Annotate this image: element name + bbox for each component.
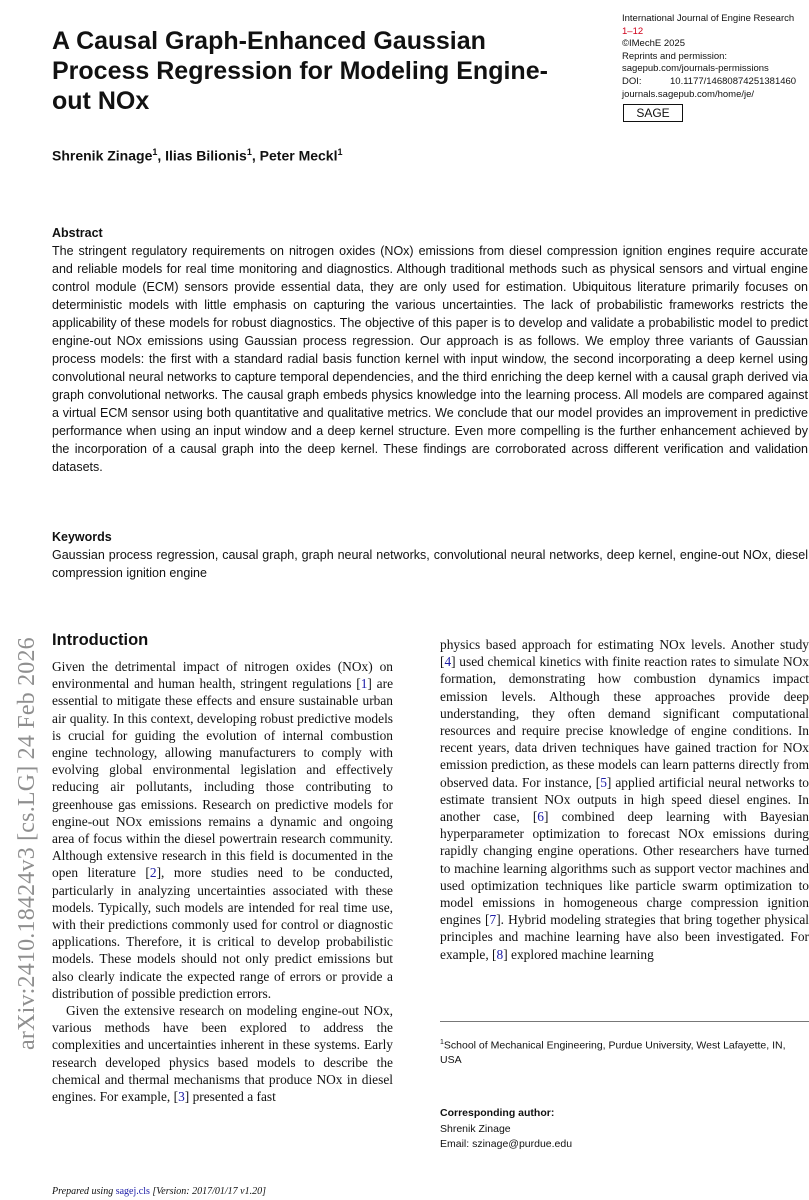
body-text: ] combined deep learning with Bayesian hyperparameter optimization to forecast NOx emissions during rapidly changing engine operations. Other researchers have turned to machine learning algorithms such as support vector machines and used optimization techniques like particle swarm optimization to model emissions in homogeneous charge compression ignition engines [	[440, 809, 809, 928]
footnote-marker: 1	[440, 1039, 444, 1046]
citation-link[interactable]: 6	[537, 809, 544, 825]
footer-prefix: Prepared using	[52, 1186, 116, 1197]
introduction-heading: Introduction	[52, 631, 149, 649]
body-text: ] are essential to mitigate these effects and ensure sustainable urban air quality. In this context, developing robust predictive models is crucial for guiding the evolution of internal combustion engine technology, allowing manufacturers to comply with evolving global environmental legislation and effectively reducing air pollutants, including those contributing to greenhouse gas emissions. Research on predictive models for engine-out NOx emissions remains a dynamic and ongoing area of focus within the diesel powertrain research community. Although extensive research in this field is documented in the open literature [	[52, 676, 394, 881]
author-name: Ilias Bilionis	[165, 147, 247, 164]
author-name: Shrenik Zinage	[52, 147, 153, 164]
affiliation-footnote	[440, 1036, 809, 1068]
abstract-text: The stringent regulatory requirements on nitrogen oxides (NOx) emissions from diesel compression ignition engines require accurate and reliable models for real time monitoring and diagnostics. Although traditional methods such as physical sensors and virtual engine control module (ECM) sensors provide essential data, they are only used for estimation. Ubiquitous literature primarily focuses on deterministic models with little emphasis on capturing the various uncertainties. The lack of probabilistic frameworks restricts the applicability of these models for robust diagnostics. The objective of this paper is to develop and validate a probabilistic model to predict engine-out NOx emissions using Gaussian process regression. Our approach is as follows. We employ three variants of Gaussian process models: the first with a standard radial basis function kernel with input window, the second incorporating a deep kernel using convolutional neural networks to capture temporal dependencies, and the third enriching the deep kernel with a causal graph derived via graph convolutional networks. The causal graph embeds physics knowledge into the learning process. All models are compared against a virtual ECM sensor using both quantitative and qualitative metrics. We conclude that our model provides an improvement in predictive performance when using an input window and a deep kernel structure. Even more compelling is the further enhancement achieved by the incorporation of a causal graph into the deep kernel. These findings are corroborated across different verification and validation datasets.	[52, 244, 808, 474]
keywords-heading: Keywords	[52, 530, 112, 544]
arxiv-stamp-text: arXiv:2410.18424v3 [cs.LG] 24 Feb 2026	[14, 637, 40, 1050]
body-paragraph	[52, 658, 393, 1002]
body-text: ], more studies need to be conducted, particularly in analyzing uncertainties associated with these models. Typically, such models are intended for real time use, with their predictions commonly used for control or diagnostic applications. Therefore, it is critical to develop probabilistic models. These models should not only predict emissions but also clearly indicate the expected range of errors or provide a distribution of possible prediction errors.	[52, 865, 394, 1001]
journal-pages[interactable]: 1–12	[622, 25, 644, 37]
arxiv-stamp	[0, 0, 44, 1200]
corresponding-label: Corresponding author:	[440, 1107, 555, 1119]
citation-link[interactable]: 3	[178, 1089, 185, 1105]
journal-name: International Journal of Engine Research	[622, 13, 795, 24]
footer-suffix: [Version: 2017/01/17 v1.20]	[149, 1186, 266, 1197]
author-list	[52, 147, 343, 164]
intro-right-column	[440, 636, 809, 963]
journal-doi[interactable]: 10.1177/14680874251381460	[670, 75, 797, 87]
body-paragraph	[52, 1002, 393, 1105]
author-affiliation-marker: 1	[152, 147, 158, 157]
footnote-divider	[440, 1021, 809, 1022]
keywords-text: Gaussian process regression, causal graph, graph neural networks, convolutional neural networks, deep kernel, engine-out NOx, diesel compression ignition engine	[52, 548, 808, 580]
journal-reprints-url[interactable]: sagepub.com/journals-permissions	[622, 63, 769, 75]
author-name: Peter Meckl	[259, 147, 338, 164]
body-text: physics based approach for estimating NOx levels. Another study [	[440, 637, 809, 670]
journal-doi-label: DOI:	[622, 75, 642, 87]
author-separator: ,	[157, 147, 166, 164]
citation-link[interactable]: 1	[360, 676, 368, 692]
intro-left-column	[52, 658, 393, 1105]
body-text: ] presented a fast	[184, 1089, 276, 1105]
footer-cls-link[interactable]: sagej.cls	[115, 1186, 150, 1197]
body-text: Given the extensive research on modeling engine-out NOx, various methods have been explored to address the complexities and uncertainties inherent in these systems. Early research developed physics based models to describe the chemical and thermal mechanisms that produce NOx in diesel engines. For example, [	[52, 1003, 393, 1105]
sage-logo: SAGE	[623, 104, 683, 122]
body-text: ] explored machine learning	[503, 946, 654, 962]
citation-link[interactable]: 8	[496, 946, 504, 962]
author-affiliation-marker: 1	[246, 147, 252, 157]
paper-title: A Causal Graph-Enhanced Gaussian Process Regression for Modeling Engine-out NOx	[52, 27, 548, 115]
corresponding-author	[440, 1106, 809, 1153]
citation-link[interactable]: 2	[149, 865, 157, 881]
journal-reprints: Reprints and permission:	[622, 50, 728, 62]
journal-info	[622, 13, 809, 122]
body-paragraph	[440, 636, 809, 963]
citation-link[interactable]: 7	[489, 912, 497, 928]
corresponding-name: Shrenik Zinage	[440, 1122, 511, 1135]
abstract-section	[52, 224, 808, 476]
footnote-text: School of Mechanical Engineering, Purdue University, West Lafayette, IN, USA	[440, 1039, 786, 1066]
journal-copyright: ©IMechE 2025	[622, 38, 685, 50]
keywords-section	[52, 528, 808, 582]
author-affiliation-marker: 1	[337, 147, 343, 157]
journal-url[interactable]: journals.sagepub.com/home/je/	[622, 88, 755, 100]
citation-link[interactable]: 4	[444, 654, 452, 670]
corresponding-email[interactable]: Email: szinage@purdue.edu	[440, 1138, 573, 1150]
body-text: ] applied artificial neural networks to estimate transient NOx outputs in high speed diesel engines. In another case, [	[440, 774, 809, 825]
body-text: ]. Hybrid modeling strategies that bring together physical principles and machine learning have also been investigated. For example, [	[440, 912, 809, 962]
citation-link[interactable]: 5	[600, 774, 607, 790]
abstract-heading: Abstract	[52, 226, 103, 240]
journal-doi-row	[622, 76, 809, 89]
prepared-using-footer	[52, 1186, 266, 1197]
author-separator: ,	[251, 147, 260, 164]
body-text: ] used chemical kinetics with finite reaction rates to simulate NOx formation, demonstrating how combustion dynamics impact emission levels. Although these approaches provide deep understanding, they often demand significant computational resources and require precise knowledge of engine conditions. In recent years, data driven techniques have gained traction for NOx emission prediction, as these models can learn patterns directly from observed data. For instance, [	[440, 654, 809, 790]
body-text: Given the detrimental impact of nitrogen oxides (NOx) on environmental and human health, stringent regulations [	[52, 659, 393, 692]
